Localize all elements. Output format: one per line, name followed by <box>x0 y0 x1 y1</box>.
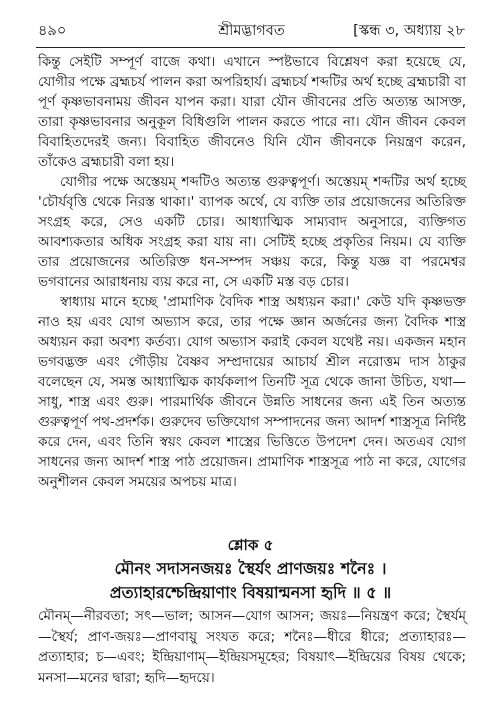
word-synonyms: মৌনম্—নীরবতা; সৎ—ভাল; আসন—যোগ আসন; জয়ঃ—নিয়ন্ত্রণ করে; স্থৈর্যম্—স্থৈর্য; প্রাণ-জয়ঃ—প্রাণবায়ু সংযত করে; শনৈঃ—ধীরে ধীরে; প্রত্যাহারঃ—প্রত্যাহার; চ—এবং; ইন্দ্রিয়াণাম্—ইন্দ্রিয়সমূহের; বিষয়াৎ—ইন্দ্রিয়ের বিষয় থেকে; মনসা—মনের দ্বারা; হৃদি—হৃদয়ে। <box>38 608 466 686</box>
page-header <box>38 20 465 44</box>
verse-line: প্রত্যাহারশ্চেন্দ্রিয়াণাং বিষয়ান্মনসা হৃদি ॥ ৫ ॥ <box>109 583 392 602</box>
book-title: শ্রীমদ্ভাগবত <box>218 23 285 39</box>
verse-line: মৌনং সদাসনজয়ঃ স্থৈর্যং প্রাণজয়ঃ শনৈঃ । <box>114 559 387 578</box>
paragraph: যোগীর পক্ষে অস্তেয়ম্ শব্দটিও অত্যন্ত গুরুত্বপূর্ণ। অস্তেয়ম্ শব্দটির অর্থ হচ্ছে 'চৌর্যবৃত্তি থেকে নিরস্ত থাকা।' ব্যাপক অর্থে, যে ব্যক্তি তার প্রয়োজনের অতিরিক্ত সংগ্রহ করে, সেও একটি চোর। আধ্যাত্মিক সাম্যবাদ অনুসারে, ব্যক্তিগত আবশ্যকতার অধিক সংগ্রহ করা যায় না। সেটিই হচ্ছে প্রকৃতির নিয়ম। যে ব্যক্তি তার প্রয়োজনের অতিরিক্ত ধন-সম্পদ সঞ্চয় করে, কিন্তু যজ্ঞ বা পরমেশ্বর ভগবানের আরাধনায় ব্যয় করে না, সে একটি মস্ত বড় চোর। <box>38 174 466 290</box>
paragraph: স্বাধ্যায় মানে হচ্ছে 'প্রামাণিক বৈদিক শাস্ত্র অধ্যয়ন করা।' কেউ যদি কৃষ্ণভক্ত নাও হয় এবং যোগ অভ্যাস করে, তার পক্ষে জ্ঞান অর্জনের জন্য বৈদিক শাস্ত্র অধ্যয়ন করা অবশ্য কর্তব্য। যোগ অভ্যাস করাই কেবল যথেষ্ট নয়। একজন মহান ভগবদ্ভক্ত এবং গৌড়ীয় বৈষ্ণব সম্প্রদায়ের আচার্য শ্রীল নরোত্তম দাস ঠাকুর বলেছেন যে, সমস্ত আধ্যাত্মিক কার্যকলাপ তিনটি সূত্র থেকে জানা উচিত, যথা— সাধু, শাস্ত্র এবং গুরু। পারমার্থিক জীবনে উন্নতি সাধনের জন্য এই তিন অত্যন্ত গুরুত্বপূর্ণ পথ-প্রদর্শক। গুরুদেব ভক্তিযোগ সম্পাদনের জন্য আদর্শ শাস্ত্রসূত্র নির্দিষ্ট করে দেন, এবং তিনি স্বয়ং কেবল শাস্ত্রের ভিত্তিতে উপদেশ দেন। অতএব যোগ সাধনের জন্য আদর্শ শাস্ত্র পাঠ প্রয়োজন। প্রামাণিক শাস্ত্রসূত্র পাঠ না করে, যোগের অনুশীলন কেবল সময়ের অপচয় মাত্র। <box>38 294 466 490</box>
verse-heading: শ্লোক ৫ <box>227 536 274 554</box>
paragraph: কিন্তু সেইটি সম্পূর্ণ বাজে কথা। এখানে স্পষ্টভাবে বিশ্লেষণ করা হয়েছে যে, যোগীর পক্ষে ব্রহ্মচর্য পালন করা অপরিহার্য। ব্রহ্মচর্য শব্দটির অর্থ হচ্ছে ব্রহ্মচারী বা পূর্ণ কৃষ্ণভাবনাময় জীবন যাপন করা। যারা যৌন জীবনের প্রতি অত্যন্ত আসক্ত, তারা কৃষ্ণভাবনার অনুকূল বিধিগুলি পালন করতে পারে না। যৌন জীবন কেবল বিবাহিতদেরই জন্য। বিবাহিত জীবনেও যিনি যৌন জীবনকে নিয়ন্ত্রণ করেন, তাঁকেও ব্রহ্মচারী বলা হয়। <box>38 54 466 170</box>
page-number: ৪৯০ <box>38 23 67 39</box>
commentary-text <box>38 52 466 492</box>
header-divider <box>36 47 465 48</box>
chapter-reference: [স্কন্ধ ৩, অধ্যায় ২৮ <box>353 23 465 39</box>
